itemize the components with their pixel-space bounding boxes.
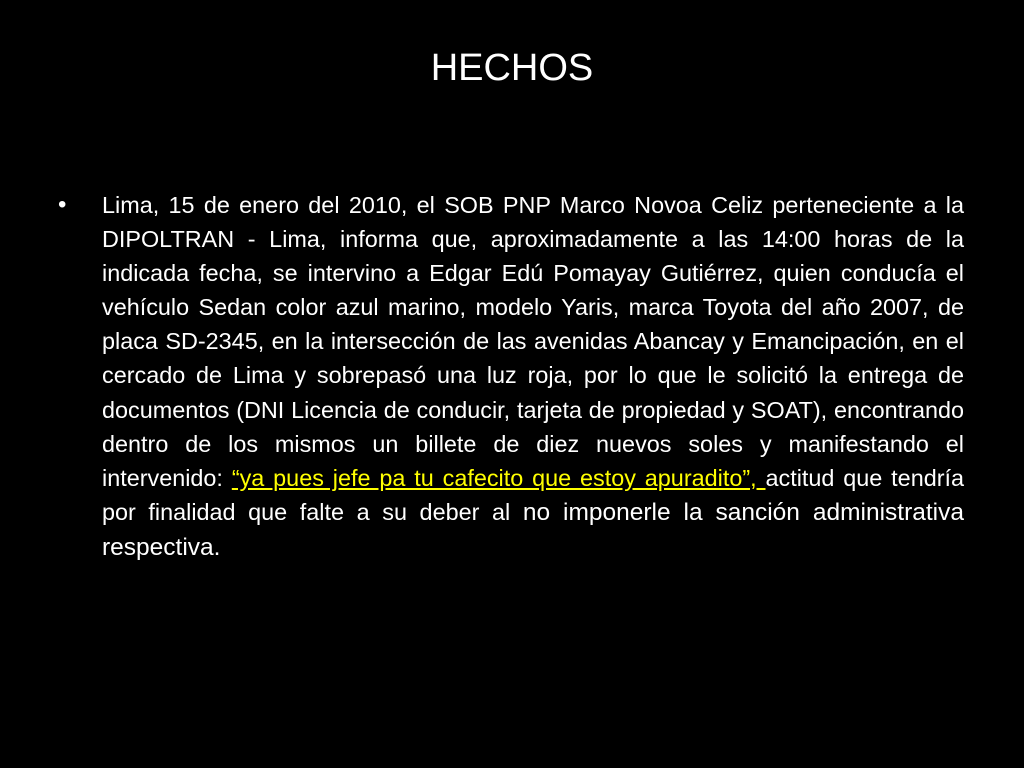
bullet-marker: •	[58, 191, 67, 218]
paragraph-text-after-quote: actitud que tendría por finalidad que falte a su deber al	[102, 464, 965, 525]
paragraph-text-before-quote: Lima, 15 de enero del 2010, el SOB PNP Marco Novoa Celiz perteneciente a la DIPOLTRAN - Lima, informa que, aproximadamente a las 14:00 horas de la indicada fecha, se intervino a Edgar Edú Pomayay Gutiérrez, quien conducía el vehículo Sedan color azul marino, modelo Yaris, marca Toyota del año 2007, de placa SD-2345, en la intersección de las avenidas Abancay y Emancipación, en el cercado de Lima y sobrepasó una luz roja, por lo que le solicitó la entrega de documentos (DNI Licencia de conducir, tarjeta de propiedad y SOAT), encontrando dentro de los mismos un billete de diez nuevos soles y manifestando el intervenido:	[102, 192, 964, 491]
highlighted-quote: “ya pues jefe pa tu cafecito que estoy apuradito”,	[231, 464, 766, 491]
paragraph-text-last: no imponerle la sanción administrativa respectiva.	[102, 498, 964, 561]
facts-paragraph	[102, 188, 964, 565]
slide-title: HECHOS	[430, 47, 594, 89]
bullet-item	[58, 188, 968, 565]
